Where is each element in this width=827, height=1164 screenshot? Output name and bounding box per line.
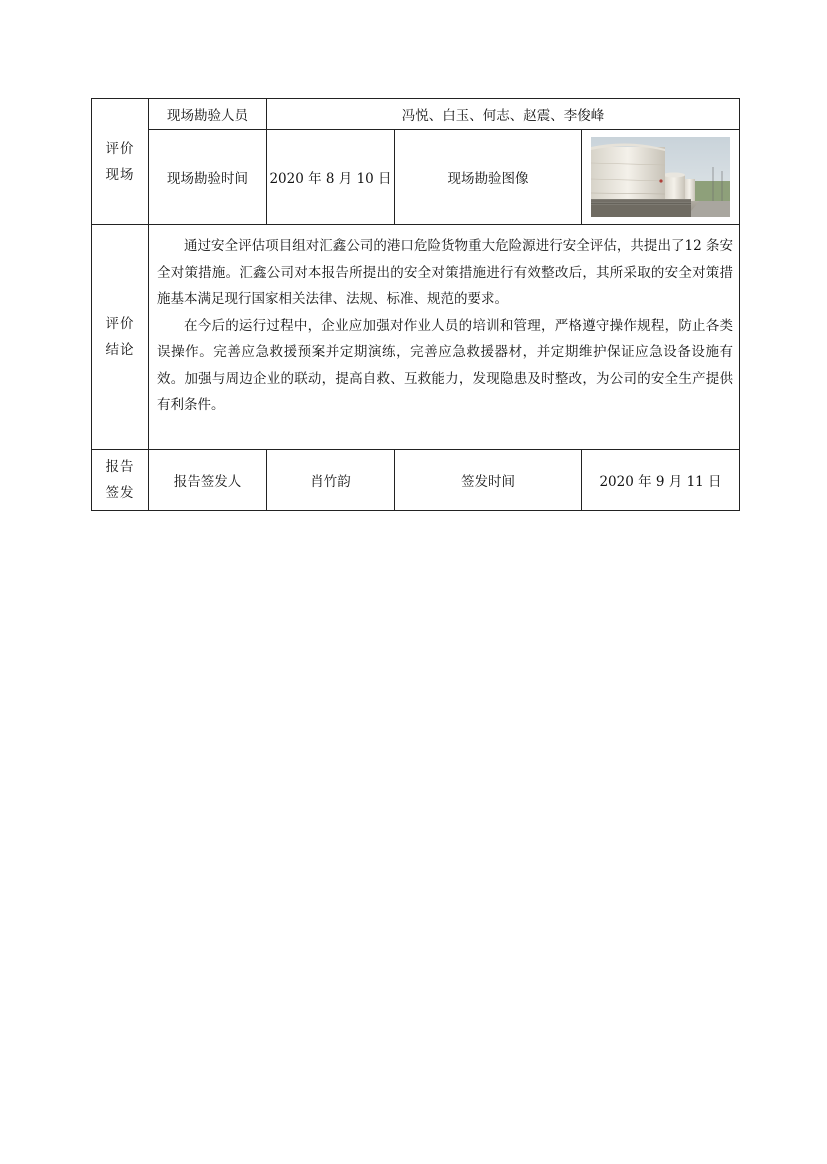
conclusion-paragraph-2: 在今后的运行过程中，企业应加强对作业人员的培训和管理，严格遵守操作规程，防止各类误操作。完善应急救援预案并定期演练，完善应急救援器材，并定期维护保证应急设备设施有效。加强与周边企业的联动，提高自救、互救能力，发现隐患及时整改，为公司的安全生产提供有利条件。 [157,317,734,413]
inspection-time-label: 现场勘验时间 [149,130,267,225]
table-row [92,450,740,511]
inspectors-label: 现场勘验人员 [149,99,267,130]
issue-time-label: 签发时间 [395,450,582,511]
issue-time-value: 2020 年 9 月 11 日 [582,450,740,511]
inspection-photo-cell [582,130,740,225]
table-row [92,225,740,450]
evaluation-conclusion-text [149,225,740,450]
report-issue-label: 报告 签发 [92,450,149,511]
table-row [92,99,740,130]
table-row [92,130,740,225]
conclusion-paragraph-1: 通过安全评估项目组对汇鑫公司的港口危险货物重大危险源进行安全评估，共提出了12 条安全对策措施。汇鑫公司对本报告所提出的安全对策措施进行有效整改后，其所采取的安全对策措施基本满足现行国家相关法律、法规、标准、规范的要求。 [157,238,734,307]
inspection-image-label: 现场勘验图像 [395,130,582,225]
issuer-value: 肖竹韵 [267,450,395,511]
inspection-time-value: 2020 年 8 月 10 日 [267,130,395,225]
evaluation-site-label: 评价 现场 [92,99,149,225]
oil-tank-site-photo [591,137,730,217]
inspectors-value: 冯悦、白玉、何志、赵震、李俊峰 [267,99,740,130]
evaluation-report-table [91,98,740,511]
issuer-label: 报告签发人 [149,450,267,511]
evaluation-conclusion-label: 评价 结论 [92,225,149,450]
